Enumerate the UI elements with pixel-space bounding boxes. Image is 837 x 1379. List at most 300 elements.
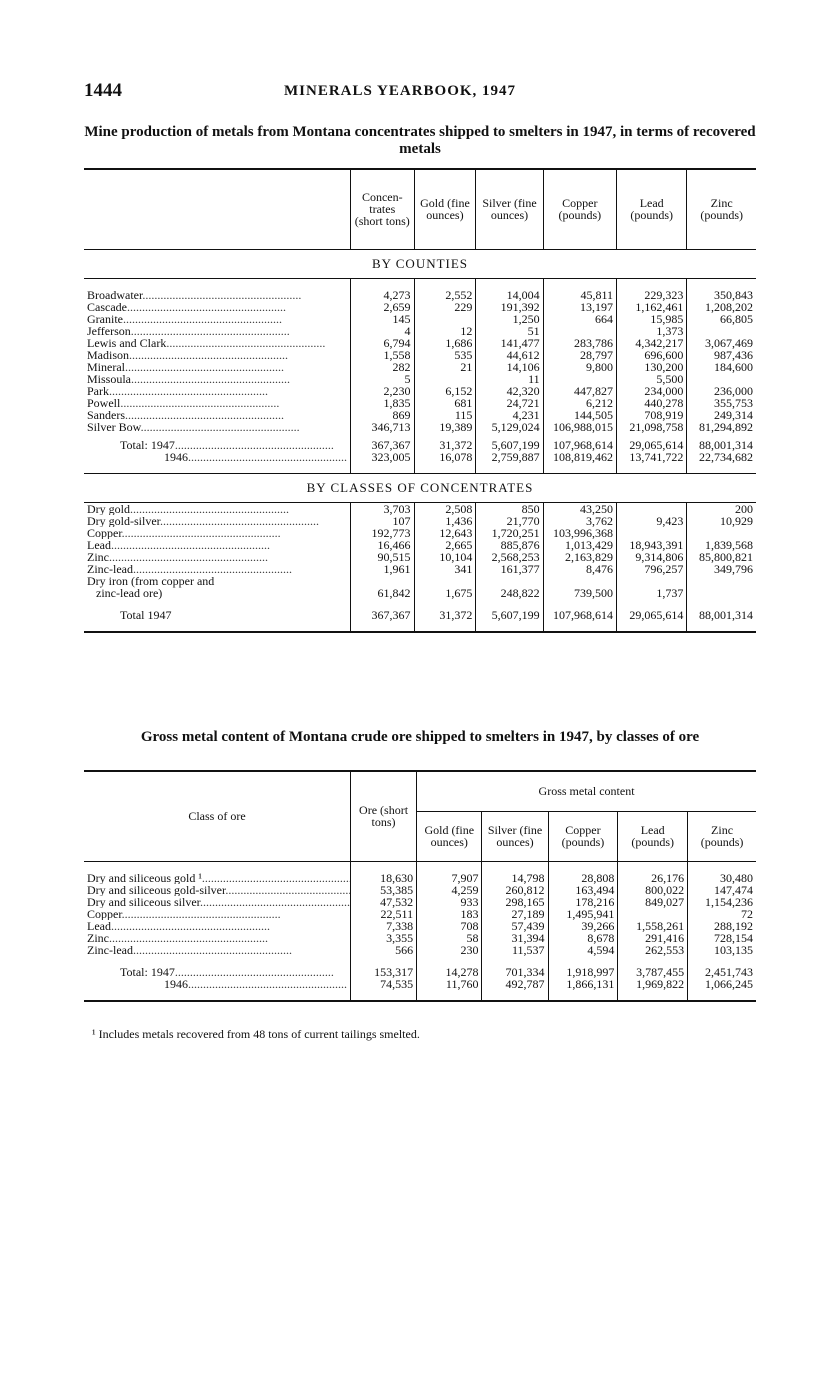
cell: 229	[414, 301, 476, 313]
cell: 2,568,253	[476, 551, 543, 563]
crude-ore-table	[84, 770, 756, 1002]
cell: 230	[417, 944, 482, 956]
cell: 11,760	[417, 978, 482, 990]
leader-dots	[122, 908, 281, 920]
row-label: 1946	[164, 977, 188, 990]
cell: 3,787,455	[618, 966, 688, 978]
cell: 355,753	[687, 397, 756, 409]
cell: 88,001,314	[687, 609, 756, 621]
table-row	[84, 397, 756, 409]
cell: 367,367	[351, 609, 415, 621]
cell: 16,466	[351, 539, 415, 551]
cell: 5,129,024	[476, 421, 543, 433]
row-label: Silver Bow	[87, 420, 141, 433]
cell: 1,162,461	[617, 301, 687, 313]
cell: 28,797	[543, 349, 616, 361]
cell: 88,001,314	[687, 433, 756, 451]
cell: 9,314,806	[617, 551, 687, 563]
cell: 2,163,829	[543, 551, 616, 563]
cell: 183	[417, 908, 482, 920]
row-label-continued: zinc-lead ore)	[96, 585, 163, 600]
leader-dots	[142, 289, 301, 301]
cell: 8,476	[543, 563, 616, 575]
cell: 42,320	[476, 385, 543, 397]
cell: 24,721	[476, 397, 543, 409]
table-row	[84, 409, 756, 421]
cell: 2,665	[414, 539, 476, 551]
cell: 796,257	[617, 563, 687, 575]
row-label: Lead	[87, 919, 111, 932]
cell: 2,552	[414, 289, 476, 301]
cell: 987,436	[687, 349, 756, 361]
cell: 103,996,368	[543, 527, 616, 539]
cell: 178,216	[548, 896, 618, 908]
col-header-gold: Gold (fine ounces)	[414, 169, 476, 249]
row-label: Madison	[87, 348, 129, 361]
table-row	[84, 325, 756, 337]
total-row	[84, 433, 756, 451]
cell: 200	[687, 502, 756, 515]
cell: 44,612	[476, 349, 543, 361]
table-row	[84, 872, 756, 884]
cell: 74,535	[351, 978, 417, 990]
cell: 1,558,261	[618, 920, 688, 932]
cell: 5	[351, 373, 415, 385]
leader-dots	[125, 409, 284, 421]
leader-dots	[225, 884, 350, 896]
row-label: Park	[87, 384, 109, 397]
cell: 1,013,429	[543, 539, 616, 551]
cell: 9,800	[543, 361, 616, 373]
cell: 5,607,199	[476, 609, 543, 621]
cell: 323,005	[351, 451, 415, 463]
cell: 14,106	[476, 361, 543, 373]
cell: 4	[351, 325, 415, 337]
leader-dots	[160, 515, 319, 527]
cell: 5,500	[617, 373, 687, 385]
cell: 16,078	[414, 451, 476, 463]
cell: 800,022	[618, 884, 688, 896]
cell: 61,842	[351, 575, 415, 599]
cell: 849,027	[618, 896, 688, 908]
cell: 30,480	[688, 872, 756, 884]
col-header-copper: Copper (pounds)	[548, 811, 618, 861]
section-heading-classes: BY CLASSES OF CONCENTRATES	[84, 473, 756, 502]
cell: 90,515	[351, 551, 415, 563]
total-row	[84, 451, 756, 463]
cell: 739,500	[543, 575, 616, 599]
table-row	[84, 421, 756, 433]
cell: 341	[414, 563, 476, 575]
cell: 108,819,462	[543, 451, 616, 463]
cell: 19,389	[414, 421, 476, 433]
concentrates-table	[84, 168, 756, 633]
total-row	[84, 966, 756, 978]
cell: 492,787	[482, 978, 548, 990]
cell: 2,759,887	[476, 451, 543, 463]
cell: 869	[351, 409, 415, 421]
leader-dots	[127, 301, 286, 313]
table-row	[84, 575, 756, 599]
cell: 696,600	[617, 349, 687, 361]
cell: 3,355	[351, 932, 417, 944]
cell: 664	[543, 313, 616, 325]
cell: 3,762	[543, 515, 616, 527]
table-row	[84, 884, 756, 896]
col-header-silver: Silver (fine ounces)	[482, 811, 548, 861]
cell	[543, 325, 616, 337]
cell: 1,373	[617, 325, 687, 337]
row-label: Zinc	[87, 550, 109, 563]
cell: 1,918,997	[548, 966, 618, 978]
cell: 11	[476, 373, 543, 385]
cell: 14,004	[476, 289, 543, 301]
cell: 236,000	[687, 385, 756, 397]
cell: 1,675	[414, 575, 476, 599]
cell: 21,770	[476, 515, 543, 527]
cell: 260,812	[482, 884, 548, 896]
cell: 535	[414, 349, 476, 361]
cell: 298,165	[482, 896, 548, 908]
leader-dots	[141, 421, 300, 433]
cell	[414, 373, 476, 385]
cell	[617, 502, 687, 515]
leader-dots	[111, 539, 270, 551]
cell: 3,067,469	[687, 337, 756, 349]
total-row	[84, 978, 756, 990]
cell: 447,827	[543, 385, 616, 397]
cell: 14,798	[482, 872, 548, 884]
cell: 18,943,391	[617, 539, 687, 551]
cell: 13,197	[543, 301, 616, 313]
cell	[414, 313, 476, 325]
row-label: Total 1947	[120, 607, 172, 622]
row-label: Dry and siliceous gold-silver	[87, 883, 226, 896]
row-label: Powell	[87, 396, 121, 409]
leader-dots	[122, 527, 281, 539]
cell: 144,505	[543, 409, 616, 421]
cell: 6,152	[414, 385, 476, 397]
cell: 288,192	[688, 920, 756, 932]
cell: 66,805	[687, 313, 756, 325]
cell: 81,294,892	[687, 421, 756, 433]
row-label: Mineral	[87, 360, 125, 373]
cell: 115	[414, 409, 476, 421]
cell: 22,734,682	[687, 451, 756, 463]
table-row	[84, 908, 756, 920]
cell: 1,839,568	[687, 539, 756, 551]
row-label: Copper	[87, 526, 122, 539]
col-header-lead: Lead (pounds)	[617, 169, 687, 249]
cell: 681	[414, 397, 476, 409]
cell: 21,098,758	[617, 421, 687, 433]
col-header-gold: Gold (fine ounces)	[417, 811, 482, 861]
cell: 161,377	[476, 563, 543, 575]
cell: 15,985	[617, 313, 687, 325]
cell	[687, 527, 756, 539]
cell: 566	[351, 944, 417, 956]
table-row	[84, 385, 756, 397]
leader-dots	[188, 978, 347, 990]
leader-dots	[188, 451, 347, 463]
cell: 7,338	[351, 920, 417, 932]
cell: 1,208,202	[687, 301, 756, 313]
cell: 18,630	[351, 872, 417, 884]
cell: 26,176	[618, 872, 688, 884]
leader-dots	[109, 385, 268, 397]
leader-dots	[125, 361, 284, 373]
cell	[687, 373, 756, 385]
cell: 346,713	[351, 421, 415, 433]
cell: 1,154,236	[688, 896, 756, 908]
cell: 1,866,131	[548, 978, 618, 990]
table-row	[84, 932, 756, 944]
cell: 53,385	[351, 884, 417, 896]
cell: 29,065,614	[617, 609, 687, 621]
cell: 2,451,743	[688, 966, 756, 978]
row-label: Dry gold-silver	[87, 514, 160, 527]
cell: 147,474	[688, 884, 756, 896]
cell: 12,643	[414, 527, 476, 539]
cell: 6,212	[543, 397, 616, 409]
leader-dots	[175, 438, 334, 451]
cell: 28,808	[548, 872, 618, 884]
cell: 107,968,614	[543, 433, 616, 451]
cell: 885,876	[476, 539, 543, 551]
cell: 14,278	[417, 966, 482, 978]
cell: 708,919	[617, 409, 687, 421]
cell: 85,800,821	[687, 551, 756, 563]
cell: 4,231	[476, 409, 543, 421]
cell: 11,537	[482, 944, 548, 956]
row-label: Zinc-lead	[87, 562, 133, 575]
leader-dots	[120, 397, 279, 409]
cell: 153,317	[351, 966, 417, 978]
leader-dots	[200, 896, 351, 908]
cell: 13,741,722	[617, 451, 687, 463]
cell: 31,394	[482, 932, 548, 944]
table-row	[84, 349, 756, 361]
cell: 103,135	[688, 944, 756, 956]
row-label: Total: 1947	[120, 437, 175, 451]
cell: 4,342,217	[617, 337, 687, 349]
leader-dots	[109, 551, 268, 563]
cell: 708	[417, 920, 482, 932]
cell	[617, 527, 687, 539]
cell: 51	[476, 325, 543, 337]
cell: 31,372	[414, 609, 476, 621]
cell: 2,230	[351, 385, 415, 397]
cell	[543, 373, 616, 385]
cell	[687, 325, 756, 337]
cell: 283,786	[543, 337, 616, 349]
table-row	[84, 551, 756, 563]
leader-dots	[166, 337, 325, 349]
table-row	[84, 301, 756, 313]
cell: 1,495,941	[548, 908, 618, 920]
row-label: Lewis and Clark	[87, 336, 167, 349]
cell: 1,250	[476, 313, 543, 325]
cell	[687, 575, 756, 599]
ore-header: Ore (short tons)	[351, 771, 417, 861]
leader-dots	[133, 944, 292, 956]
running-title: MINERALS YEARBOOK, 1947	[284, 83, 517, 99]
table-row	[84, 361, 756, 373]
cell: 291,416	[618, 932, 688, 944]
cell: 107	[351, 515, 415, 527]
leader-dots	[175, 966, 334, 978]
cell: 145	[351, 313, 415, 325]
row-label: Dry gold	[87, 502, 130, 515]
cell: 141,477	[476, 337, 543, 349]
cell: 72	[688, 908, 756, 920]
table-row	[84, 539, 756, 551]
table-row	[84, 373, 756, 385]
page-number: 1444	[84, 80, 122, 101]
cell: 39,266	[548, 920, 618, 932]
cell: 1,686	[414, 337, 476, 349]
cell: 349,796	[687, 563, 756, 575]
row-label: Dry iron (from copper and	[87, 573, 215, 588]
leader-dots	[123, 313, 282, 325]
cell: 728,154	[688, 932, 756, 944]
cell: 933	[417, 896, 482, 908]
cell: 31,372	[414, 433, 476, 451]
footnote: ¹ Includes metals recovered from 48 tons of current tailings smelted.	[92, 1027, 420, 1041]
row-label: Cascade	[87, 300, 127, 313]
table-row	[84, 337, 756, 349]
cell: 850	[476, 502, 543, 515]
cell: 2,659	[351, 301, 415, 313]
row-label: Dry and siliceous gold ¹	[87, 871, 202, 884]
row-label: Sanders	[87, 408, 125, 421]
total-row	[84, 609, 756, 621]
table-row	[84, 515, 756, 527]
class-of-ore-header: Class of ore	[84, 771, 351, 861]
section-heading-counties: BY COUNTIES	[84, 249, 756, 278]
row-label: Jefferson	[87, 324, 131, 337]
cell: 10,104	[414, 551, 476, 563]
cell: 4,594	[548, 944, 618, 956]
cell: 45,811	[543, 289, 616, 301]
cell	[618, 908, 688, 920]
row-label: Copper	[87, 907, 122, 920]
table2-caption: Gross metal content of Montana crude ore shipped to smelters in 1947, by classes of ore	[140, 729, 700, 745]
cell: 367,367	[351, 433, 415, 451]
cell: 1,737	[617, 575, 687, 599]
row-label: Broadwater	[87, 288, 143, 301]
cell: 192,773	[351, 527, 415, 539]
table-row	[84, 944, 756, 956]
cell: 3,703	[351, 502, 415, 515]
cell: 1,835	[351, 397, 415, 409]
cell: 1,436	[414, 515, 476, 527]
leader-dots	[111, 920, 270, 932]
cell: 1,961	[351, 563, 415, 575]
cell: 249,314	[687, 409, 756, 421]
cell: 27,189	[482, 908, 548, 920]
cell: 1,558	[351, 349, 415, 361]
cell: 2,508	[414, 502, 476, 515]
cell: 7,907	[417, 872, 482, 884]
col-header-concentrates: Concen-trates (short tons)	[351, 169, 415, 249]
row-label: Granite	[87, 312, 123, 325]
table-row	[84, 289, 756, 301]
col-header-copper: Copper (pounds)	[543, 169, 616, 249]
cell: 1,720,251	[476, 527, 543, 539]
table-row	[84, 920, 756, 932]
cell: 107,968,614	[543, 609, 616, 621]
stub-header	[84, 169, 351, 249]
col-header-lead: Lead (pounds)	[618, 811, 688, 861]
cell: 10,929	[687, 515, 756, 527]
cell: 248,822	[476, 575, 543, 599]
cell: 4,273	[351, 289, 415, 301]
cell: 6,794	[351, 337, 415, 349]
cell: 4,259	[417, 884, 482, 896]
leader-dots	[129, 349, 288, 361]
leader-dots	[202, 872, 351, 884]
cell: 47,532	[351, 896, 417, 908]
cell: 350,843	[687, 289, 756, 301]
cell: 130,200	[617, 361, 687, 373]
cell: 701,334	[482, 966, 548, 978]
col-header-silver: Silver (fine ounces)	[476, 169, 543, 249]
cell: 282	[351, 361, 415, 373]
table-row	[84, 527, 756, 539]
cell: 184,600	[687, 361, 756, 373]
cell: 106,988,015	[543, 421, 616, 433]
table-row	[84, 502, 756, 515]
col-header-zinc: Zinc (pounds)	[688, 811, 756, 861]
row-label: Zinc	[87, 931, 109, 944]
cell: 163,494	[548, 884, 618, 896]
row-label: Zinc-lead	[87, 943, 133, 956]
row-label: 1946	[164, 450, 188, 463]
cell: 262,553	[618, 944, 688, 956]
page-header	[84, 80, 754, 102]
leader-dots	[131, 373, 290, 385]
gross-metal-group-header: Gross metal content	[417, 771, 756, 811]
cell: 191,392	[476, 301, 543, 313]
cell: 1,066,245	[688, 978, 756, 990]
table-row	[84, 313, 756, 325]
row-label: Dry and siliceous silver	[87, 895, 200, 908]
row-label: Total: 1947	[120, 965, 175, 978]
cell: 58	[417, 932, 482, 944]
cell: 1,969,822	[618, 978, 688, 990]
row-label: Lead	[87, 538, 111, 551]
table1-caption: Mine production of metals from Montana concentrates shipped to smelters in 1947, in terms of recovered metals	[84, 124, 756, 157]
cell: 5,607,199	[476, 433, 543, 451]
cell: 57,439	[482, 920, 548, 932]
leader-dots	[130, 502, 289, 515]
cell: 234,000	[617, 385, 687, 397]
cell: 9,423	[617, 515, 687, 527]
cell: 12	[414, 325, 476, 337]
cell: 43,250	[543, 502, 616, 515]
cell: 29,065,614	[617, 433, 687, 451]
leader-dots	[131, 325, 290, 337]
cell: 440,278	[617, 397, 687, 409]
row-label: Missoula	[87, 372, 132, 385]
cell: 8,678	[548, 932, 618, 944]
col-header-zinc: Zinc (pounds)	[687, 169, 756, 249]
cell: 229,323	[617, 289, 687, 301]
table-row	[84, 896, 756, 908]
leader-dots	[109, 932, 268, 944]
cell: 22,511	[351, 908, 417, 920]
